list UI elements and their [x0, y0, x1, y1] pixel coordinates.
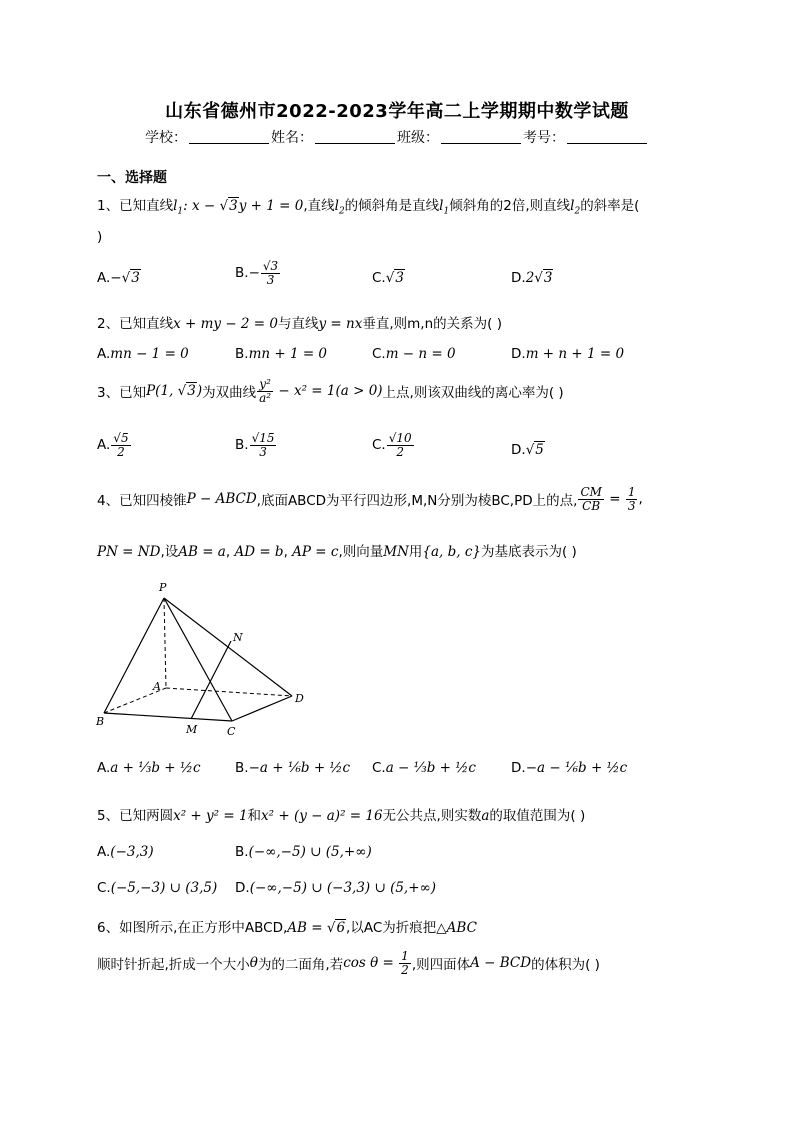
equation-part: : x − — [183, 198, 220, 214]
question-5-stem: 5、已知两圆x² + y² = 1和x² + (y − a)² = 16无公共点,则实数a的取值范围为( ) — [97, 808, 586, 824]
question-6-stem: 6、如图所示,在正方形中ABCD,AB = √6,以AC为折痕把△ABC — [97, 920, 477, 936]
name-blank[interactable] — [315, 129, 395, 144]
question-2-stem: 2、已知直线x + my − 2 = 0与直线y = nx垂直,则m,n的关系为( ) — [97, 316, 502, 332]
option-2b[interactable]: B.mn + 1 = 0 — [235, 346, 328, 362]
class-blank[interactable] — [441, 129, 521, 144]
page-title: 山东省德州市2022-2023学年高二上学期期中数学试题 — [165, 101, 629, 122]
option-3a[interactable]: A. $\frac{√5}{2}$ — [97, 431, 129, 459]
option-3c[interactable]: C. $\frac{√10}{2}$ — [372, 431, 412, 459]
option-4b[interactable]: B.−a + ⅙b + ½c — [235, 760, 351, 776]
option-2c[interactable]: C.m − n = 0 — [372, 346, 456, 362]
option-1b[interactable]: B.− $\frac{√3}{3}$ — [235, 259, 279, 287]
question-1-stem — [97, 194, 639, 217]
class-label: 班级： — [397, 130, 439, 146]
question-6-stem-line2: 顺时针折起,折成一个大小θ为的二面角,若cos θ = $\frac{1}{2}$ ,则四面体A − BCD的体积为( ) — [97, 949, 600, 977]
label-M: M — [186, 723, 198, 736]
line-l2: $l_2$ — [334, 198, 345, 217]
exam-no-label: 考号： — [523, 130, 565, 146]
option-4d[interactable]: D.−a − ⅙b + ½c — [511, 760, 628, 776]
sqrt-expr: √3 — [219, 198, 238, 214]
option-3b[interactable]: B. $\frac{√15}{3}$ — [235, 431, 275, 459]
question-3-stem: 3、已知P(1, √3)为双曲线 $\frac{\text{y²}}{\text{a²}}$ − x² = 1(a > 0)上点,则该双曲线的离心率为( ) — [97, 377, 564, 405]
label-B: B — [96, 715, 105, 728]
label-A: A — [153, 680, 161, 693]
edge-BC — [104, 713, 232, 721]
label-N: N — [233, 631, 243, 644]
option-2a[interactable]: A.mn − 1 = 0 — [97, 346, 189, 362]
option-5d[interactable]: D.(−∞,−5) ∪ (−3,3) ∪ (5,+∞) — [235, 880, 437, 896]
edge-PB — [104, 598, 164, 713]
option-4a[interactable]: A.a + ⅓b + ½c — [97, 760, 201, 776]
question-number: 1、 — [97, 198, 120, 214]
label-D: D — [295, 692, 304, 705]
label-C: C — [227, 725, 236, 738]
edge-PA — [164, 598, 166, 688]
question-1-close: ) — [97, 229, 103, 245]
line-l1: $l_1$ — [173, 198, 184, 217]
stem-text: ,直线 — [303, 198, 335, 214]
question-4-stem-line2: PN = ND,设AB = a, AD = b, AP = c,则向量MN用{a, b, c}为基底表示为( ) — [97, 544, 577, 560]
label-P: P — [159, 581, 167, 594]
stem-text: 的倾斜角是直线 — [344, 198, 440, 214]
edge-CD — [232, 696, 292, 721]
line-l2: $l_2$ — [570, 198, 581, 217]
option-1d[interactable]: D.2√3 — [511, 270, 553, 286]
stem-text: 倾斜角的2倍,则直线 — [449, 198, 571, 214]
option-1a[interactable]: A.−√3 — [97, 270, 140, 286]
option-5a[interactable]: A.(−3,3) — [97, 844, 154, 860]
option-1c[interactable]: C.√3 — [372, 270, 404, 286]
stem-text: 已知直线 — [119, 198, 174, 214]
student-info-line — [0, 127, 794, 147]
option-4c[interactable]: C.a − ⅓b + ½c — [372, 760, 476, 776]
edge-AD — [166, 688, 292, 696]
school-blank[interactable] — [189, 129, 269, 144]
exam-no-blank[interactable] — [567, 129, 647, 144]
option-2d[interactable]: D.m + n + 1 = 0 — [511, 346, 625, 362]
option-5b[interactable]: B.(−∞,−5) ∪ (5,+∞) — [235, 844, 372, 860]
name-label: 姓名： — [271, 130, 313, 146]
question-4-stem: 4、已知四棱锥P − ABCD,底面ABCD为平行四边形,M,N分别为棱BC,PD上的点, $\frac{CM}{CB}$ = $\frac{1}{3}$ , — [97, 485, 643, 513]
stem-text: 的斜率是( — [580, 198, 640, 214]
section-heading: 一、选择题 — [97, 170, 167, 186]
equation-part: y + 1 = 0 — [238, 198, 304, 214]
option-5c[interactable]: C.(−5,−3) ∪ (3,5) — [97, 880, 218, 896]
pyramid-figure — [92, 578, 322, 738]
option-3d[interactable]: D.√5 — [511, 442, 544, 458]
line-l1: $l_1$ — [439, 198, 450, 217]
school-label: 学校： — [145, 130, 187, 146]
